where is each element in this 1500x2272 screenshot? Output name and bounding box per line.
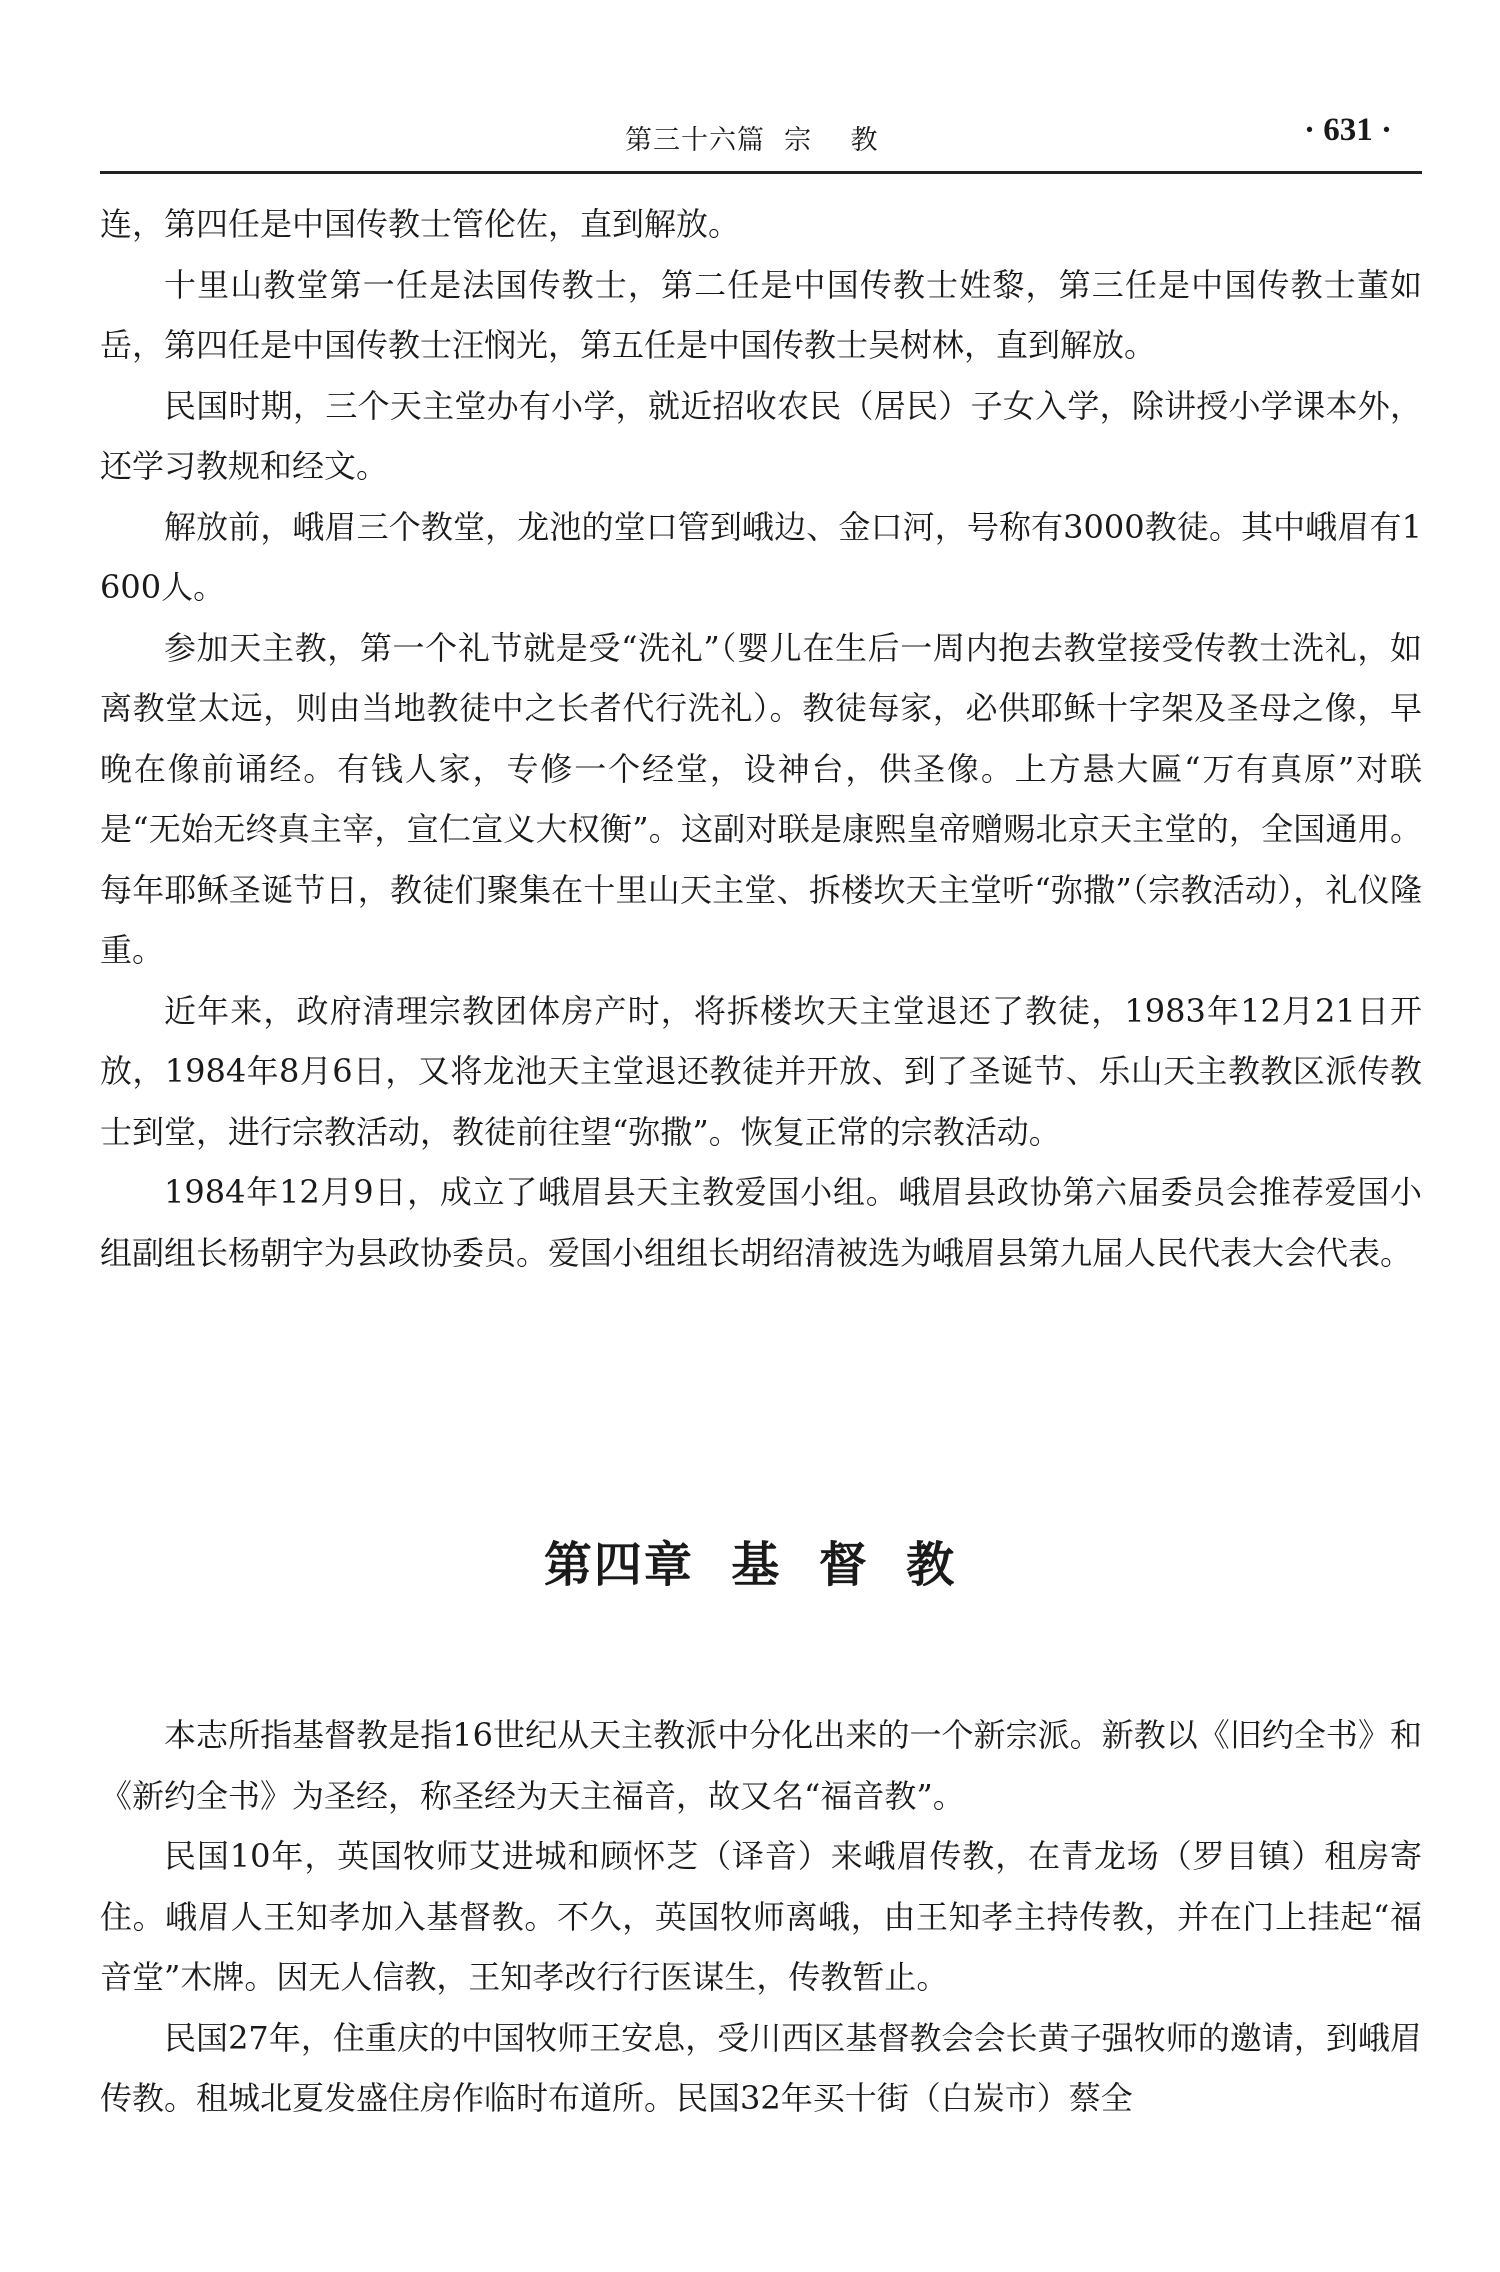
paragraph: 十里山教堂第一任是法国传教士，第二任是中国传教士姓黎，第三任是中国传教士董如岳，第四任是中国传教士汪悯光，第五任是中国传教士吴树林，直到解放。 [100,265,1422,364]
paragraph: 民国27年，住重庆的中国牧师王安息，受川西区基督教会会长黄子强牧师的邀请，到峨眉传教。租城北夏发盛住房作临时布道所。民国32年买十街（白炭市）蔡全 [100,2018,1422,2117]
paragraph: 解放前，峨眉三个教堂，龙池的堂口管到峨边、金口河，号称有3000教徒。其中峨眉有1600人。 [100,507,1422,606]
running-header [100,112,1422,168]
section-title: 第三十六篇 宗 教 [625,125,879,156]
paragraph: 近年来，政府清理宗教团体房产时，将拆楼坎天主堂退还了教徒，1983年12月21日开放，1984年8月6日，又将龙池天主堂退还教徒并开放、到了圣诞节、乐山天主教教区派传教士到堂，进行宗教活动，教徒前往望“弥撒”。恢复正常的宗教活动。 [100,991,1422,1151]
chapter-title: 第四章 基 督 教 [543,1537,957,1593]
text-block-bottom [100,1705,1422,2129]
paragraph: 1984年12月9日，成立了峨眉县天主教爱国小组。峨眉县政协第六届委员会推荐爱国小组副组长杨朝宇为县政协委员。爱国小组组长胡绍清被选为峨眉县第九届人民代表大会代表。 [100,1173,1422,1272]
header-rule [100,171,1422,174]
paragraph: 连，第四任是中国传教士管伦佐，直到解放。 [100,205,741,243]
paragraph: 参加天主教，第一个礼节就是受“洗礼”（婴儿在生后一周内抱去教堂接受传教士洗礼，如离教堂太远，则由当地教徒中之长者代行洗礼）。教徒每家，必供耶稣十字架及圣母之像，早晚在像前诵经。有钱人家，专修一个经堂，设神台，供圣像。上方悬大匾“万有真原”对联是“无始无终真主宰，宣仁宣义大权衡”。这副对联是康熙皇帝赠赐北京天主堂的，全国通用。每年耶稣圣诞节日，教徒们聚集在十里山天主堂、拆楼坎天主堂听“弥撒”（宗教活动），礼仪隆重。 [100,628,1422,969]
paragraph: 本志所指基督教是指16世纪从天主教派中分化出来的一个新宗派。新教以《旧约全书》和《新约全书》为圣经，称圣经为天主福音，故又名“福音教”。 [100,1716,1422,1815]
text-block-top [100,194,1422,1283]
paragraph: 民国10年，英国牧师艾进城和顾怀芝（译音）来峨眉传教，在青龙场（罗目镇）租房寄住。峨眉人王知孝加入基督教。不久，英国牧师离峨，由王知孝主持传教，并在门上挂起“福音堂”木牌。因无人信教，王知孝改行行医谋生，传教暂止。 [100,1837,1422,1996]
paragraph: 民国时期，三个天主堂办有小学，就近招收农民（居民）子女入学，除讲授小学课本外，还学习教规和经文。 [100,386,1422,485]
page-number: · 631 · [1303,112,1392,148]
